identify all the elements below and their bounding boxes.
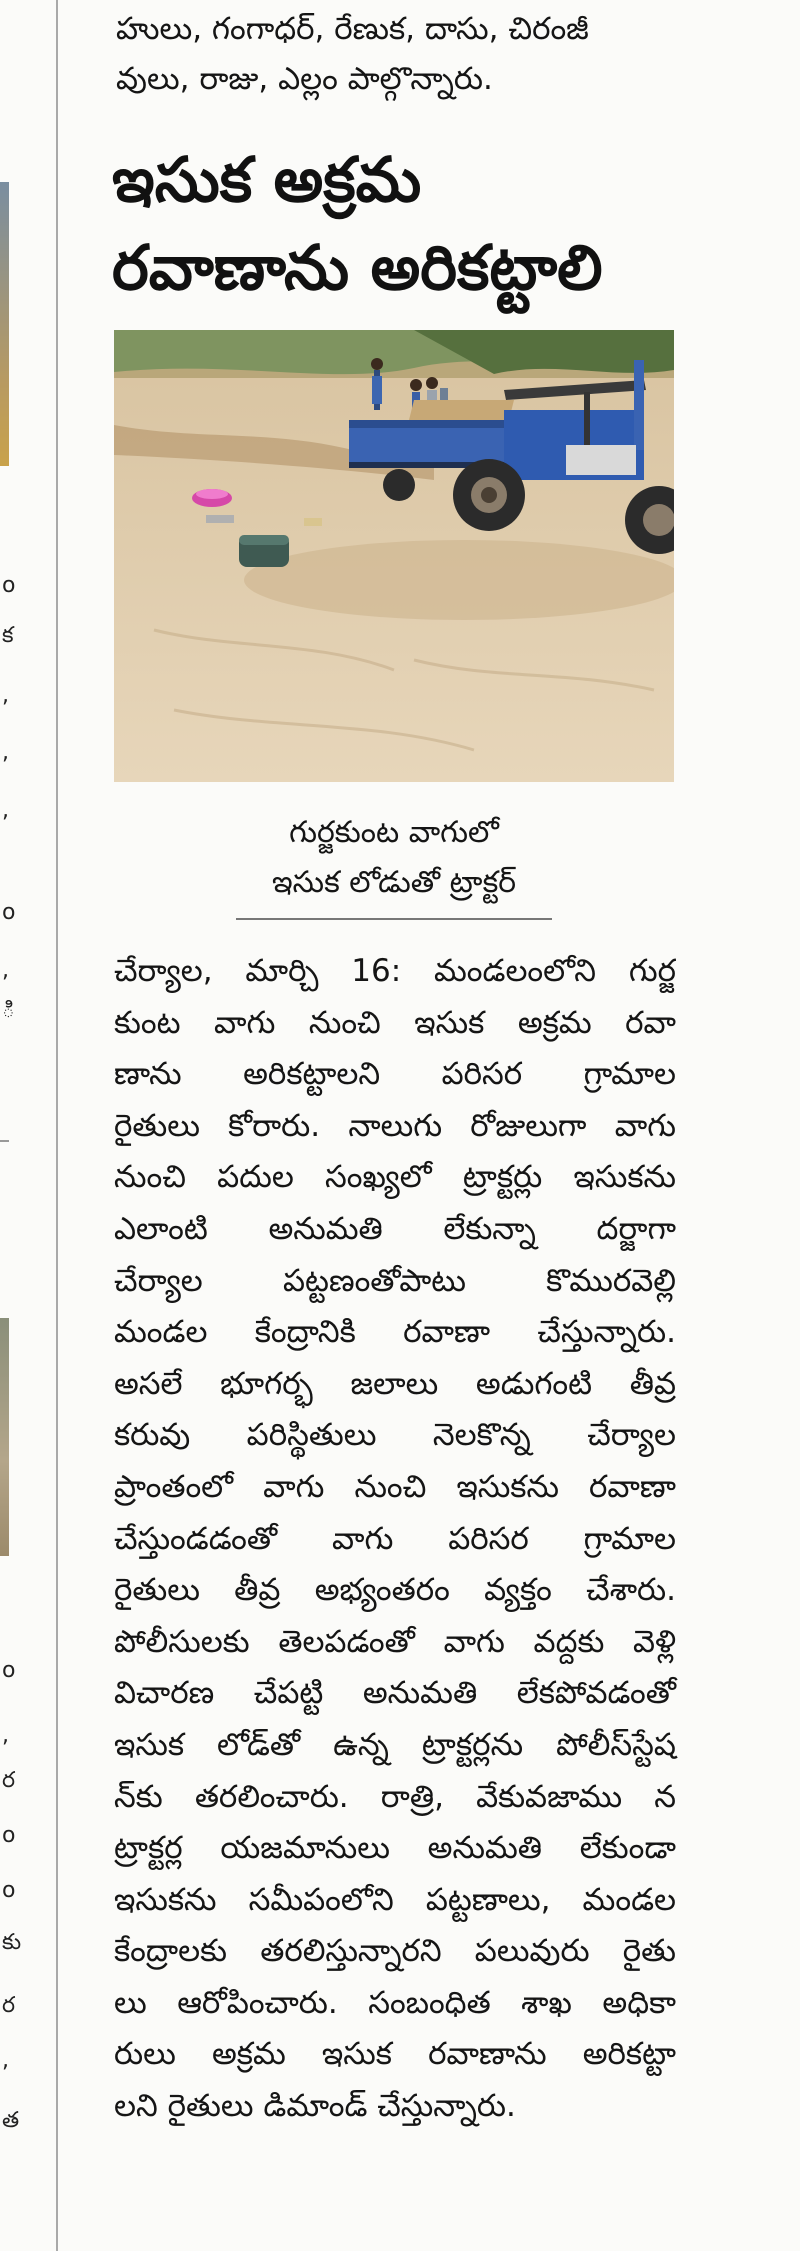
adjacent-text-char: త [2, 2108, 20, 2133]
body-line: కుంట వాగు నుంచి ఇసుక అక్రమ రవా [114, 1004, 676, 1041]
body-line: ఎలాంటి అనుమతి లేకున్నా దర్జాగా [114, 1210, 676, 1247]
body-line: అసలే భూగర్భ జలాలు అడుగంటి తీవ్ర [114, 1365, 676, 1402]
tractor-photo [114, 330, 674, 782]
adjacent-text-char: o [2, 1878, 16, 1903]
body-line: లని రైతులు డిమాండ్ చేస్తున్నారు. [114, 2088, 516, 2125]
adjacent-text-char: క [2, 623, 14, 648]
article-body [114, 946, 676, 2133]
adjacent-text-char: , [2, 958, 9, 983]
body-line: ప్రాంతంలో వాగు నుంచి ఇసుకను రవాణా [114, 1468, 676, 1505]
photo-caption [200, 808, 588, 908]
body-line: చేర్యాల పట్టణంతోపాటు కొమురవెల్లి [114, 1262, 676, 1299]
caption-underline [236, 918, 552, 920]
headline-line: రవాణాను అరికట్టాలి [112, 231, 603, 304]
body-line: చేస్తుండడంతో వాగు పరిసర గ్రామాల [114, 1520, 676, 1557]
body-line: రులు అక్రమ ఇసుక రవాణాను అరికట్టా [114, 2036, 676, 2073]
body-line: ట్రాక్టర్ల యజమానులు అనుమతి లేకుండా [114, 1830, 676, 1867]
adjacent-text-char: ర [2, 1993, 16, 2018]
body-line: రైతులు తీవ్ర అభ్యంతరం వ్యక్తం చేశారు. [114, 1572, 676, 1609]
body-line: పోలీసులకు తెలపడంతో వాగు వద్దకు వెళ్లి [114, 1623, 676, 1660]
body-line: కరువు పరిస్థితులు నెలకొన్న చేర్యాల [114, 1417, 676, 1454]
body-line: రైతులు కోరారు. నాలుగు రోజులుగా వాగు [114, 1107, 676, 1144]
caption-line: ఇసుక లోడుతో ట్రాక్టర్ [271, 865, 517, 900]
adjacent-text-char: కు [2, 1930, 22, 1955]
body-line: కేంద్రాలకు తరలిస్తున్నారని పలువురు రైతు [114, 1933, 676, 1970]
adjacent-text-char: ి [2, 998, 15, 1023]
adjacent-text-char: ర [2, 1768, 16, 1793]
text-line: హులు, గంగాధర్, రేణుక, దాసు, చిరంజీ [116, 11, 589, 47]
caption-line: గుర్జకుంట వాగులో [289, 815, 499, 850]
adjacent-text-char: , [2, 740, 9, 765]
column-divider [56, 0, 58, 2251]
body-line: చేర్యాల, మార్చి 16: మండలంలోని గుర్జ [114, 953, 676, 989]
body-line: నుంచి పదుల సంఖ్యలో ట్రాక్టర్లు ఇసుకను [114, 1159, 676, 1196]
text-line: వులు, రాజు, ఎల్లం పాల్గొన్నారు. [116, 61, 493, 97]
adjacent-text-char: , [2, 798, 9, 823]
adjacent-column-fragment [0, 0, 60, 2251]
body-line: ణాను అరికట్టాలని పరిసర గ్రామాల [114, 1056, 676, 1093]
article-headline [112, 136, 692, 312]
adjacent-text-char: , [2, 683, 9, 708]
body-line: న్‌కు తరలించారు. రాత్రి, వేకువజాము న [114, 1778, 676, 1815]
adjacent-text-char: o [2, 1658, 16, 1683]
body-line: విచారణ చేపట్టి అనుమతి లేకపోవడంతో [114, 1675, 676, 1712]
body-line: మండల కేంద్రానికి రవాణా చేస్తున్నారు. [114, 1314, 676, 1351]
body-line: లు ఆరోపించారు. సంబంధిత శాఖ అధికా [114, 1984, 676, 2021]
body-line: ఇసుకను సమీపంలోని పట్టణాలు, మండల [114, 1881, 676, 1918]
adjacent-text-char: o [2, 1823, 16, 1848]
adjacent-column-rule [0, 1140, 9, 1142]
body-line: ఇసుక లోడ్‌తో ఉన్న ట్రాక్టర్లను పోలీస్‌స్టేష [114, 1726, 676, 1763]
adjacent-text-char: , [2, 1723, 9, 1748]
previous-story-tail [116, 4, 676, 104]
adjacent-photo-edge [0, 182, 9, 466]
adjacent-photo-edge [0, 1318, 9, 1556]
adjacent-text-char: o [2, 573, 16, 598]
headline-line: ఇసుక అక్రమ [112, 143, 422, 216]
adjacent-text-char: , [2, 2048, 9, 2073]
adjacent-text-char: o [2, 900, 16, 925]
